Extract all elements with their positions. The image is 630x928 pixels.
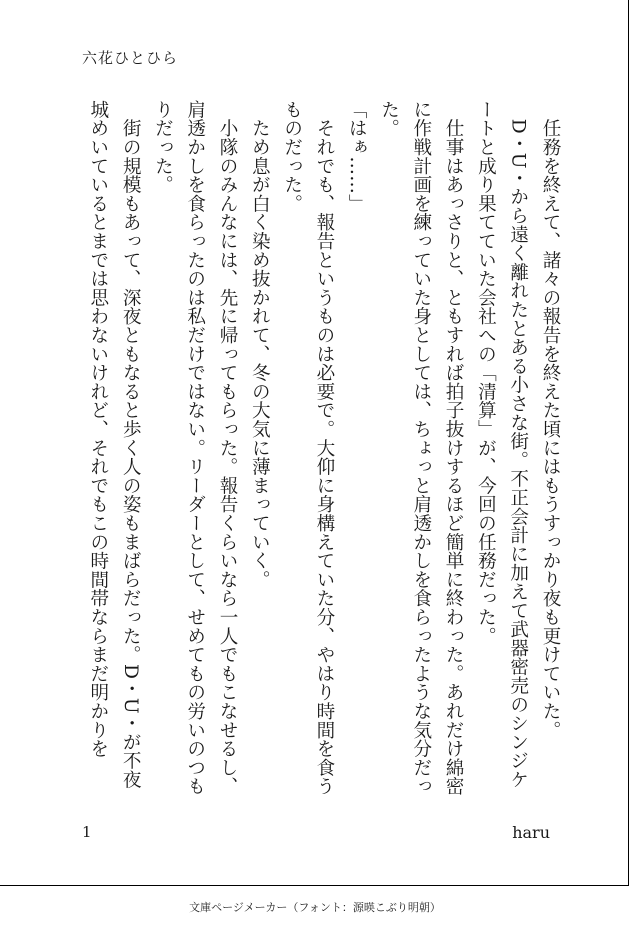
paragraph: 任務を終えて、諸々の報告を終えた頃にはもうすっかり夜も更けていた。 [540,100,561,740]
paragraph: D・U・から遠く離れたとある小さな街。不正会計に加えて武器密売のシンジケートと成り果てていた会社への「清算」が、今回の任務だった。 [475,100,529,789]
paragraph: 「はぁ……」 [346,100,368,213]
book-title: 六花ひとひら [82,49,179,67]
paragraph: ため息が白く染め抜かれて、冬の大気に薄まっていく。 [249,100,271,589]
body-text [82,100,566,800]
paragraph: それでも、報告というものは必要で。大仰に身構えていた分、やはり時間を食うものだった。 [281,100,335,796]
paragraph: 仕事はあっさりと、ともすれば拍子抜けするほど簡単に終わった。あれだけ綿密に作戦計画を練っていた身としては、ちょっと肩透かしを食らったような気分だった。 [378,100,465,796]
page-number: 1 [82,823,92,841]
paragraph: 街の規模もあって、深夜ともなると歩く人の姿もまばらだった。D・U・が不夜城めいているとまでは思わないけれど、それでもこの時間帯ならまだ明かりを [87,100,142,789]
paragraph: 小隊のみんなには、先に帰ってもらった。報告くらいなら一人でもこなせるし、肩透かしを食らったのは私だけではない。リーダーとして、せめてもの労いのつもりだった。 [152,100,239,796]
author-name: haru [512,823,550,842]
footer-credit: 文庫ページメーカー（フォント：源暎こぶり明朝） [189,901,441,914]
